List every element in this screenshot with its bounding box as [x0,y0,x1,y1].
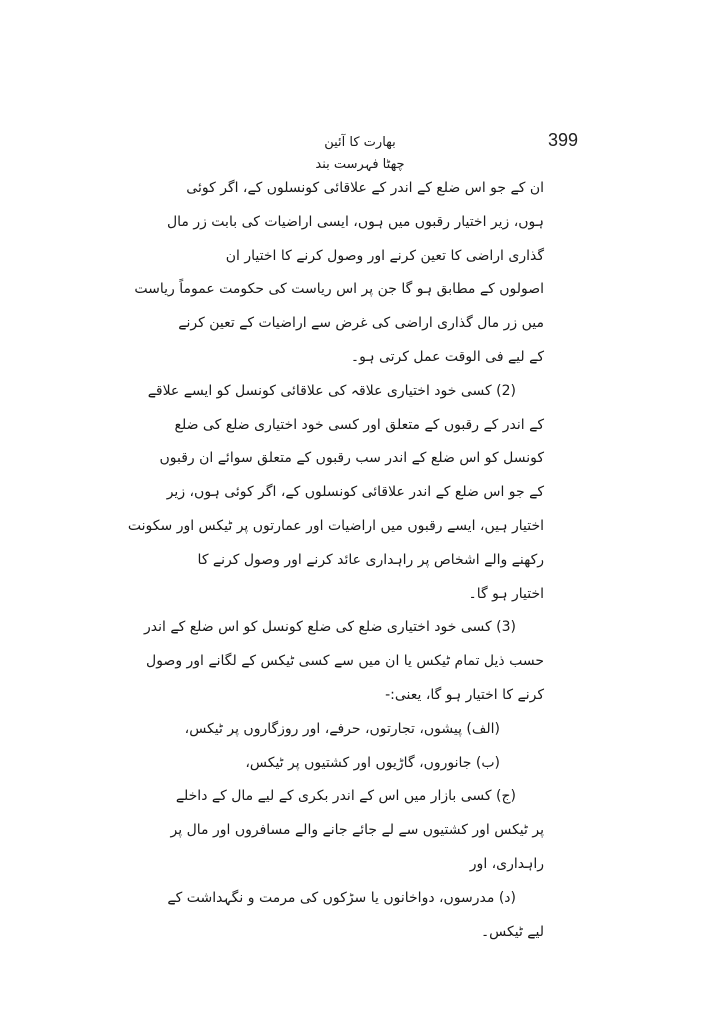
text-line: (3) کسی خود اختیاری ضلع کی ضلع کونسل کو اس ضلع کے اندر [144,619,516,636]
text-line: اختیار ہیں، ایسے رقبوں میں اراضیات اور عمارتوں پر ٹیکس اور سکونت [127,517,544,534]
text-line: ہوں، زیر اختیار رقبوں میں ہوں، ایسی اراضیات کی بابت زر مال [166,213,544,230]
page-number: 399 [548,130,579,150]
text-line: گذاری اراضی کا تعین کرنے اور وصول کرنے کا اختیار ان [225,247,544,264]
text-line: حسب ذیل تمام ٹیکس یا ان میں سے کسی ٹیکس کے لگانے اور وصول [146,653,544,670]
text-line: ان کے جو اس ضلع کے اندر کے علاقائی کونسلوں کے، اگر کوئی [186,180,544,196]
text-line: لیے ٹیکس۔ [480,923,544,940]
text-line: رکھنے والے اشخاص پر راہداری عائد کرنے اور وصول کرنے کا [197,551,544,568]
text-line: راہداری، اور [469,855,544,872]
text-line: (ب) جانوروں، گاڑیوں اور کشتیوں پر ٹیکس، [245,754,500,771]
text-line: پر ٹیکس اور کشتیوں سے لے جائے جانے والے مسافروں اور مال پر [170,822,544,839]
body-text [127,172,544,949]
text-line: کرنے کا اختیار ہو گا، یعنی:- [385,686,544,703]
text-line: کے جو اس ضلع کے اندر علاقائی کونسلوں کے، اگر کوئی ہوں، زیر [166,484,544,501]
text-line: (ج) کسی بازار میں اس کے اندر بکری کے لیے مال کے داخلے [175,788,516,805]
text-line: (د) مدرسوں، دواخانوں یا سڑکوں کی مرمت و نگہداشت کے [167,889,516,906]
text-line: میں زر مال گذاری اراضی کی غرض سے اراضیات کے تعین کرنے [178,315,544,332]
text-line: کے لیے فی الوقت عمل کرتی ہو۔ [350,348,544,365]
text-line: کونسل کو اس ضلع کے اندر سب رقبوں کے متعلق سوائے ان رقبوں [159,450,544,467]
text-line: (الف) پیشوں، تجارتوں، حرفے، اور روزگاروں پر ٹیکس، [184,720,500,737]
running-head-title: بھارت کا آئین [324,135,396,150]
text-line: کے اندر کے رقبوں کے متعلق اور کسی خود اختیاری ضلع کی ضلع [174,416,544,433]
running-head [290,132,430,176]
running-head-subtitle: چھٹا فہرست بند [315,157,405,172]
text-line: (2) کسی خود اختیاری علاقہ کی علاقائی کونسل کو ایسے علاقے [147,382,516,399]
text-line: اصولوں کے مطابق ہو گا جن پر اس ریاست کی حکومت عموماً ریاست [134,281,544,298]
text-line: اختیار ہو گا۔ [468,585,544,602]
